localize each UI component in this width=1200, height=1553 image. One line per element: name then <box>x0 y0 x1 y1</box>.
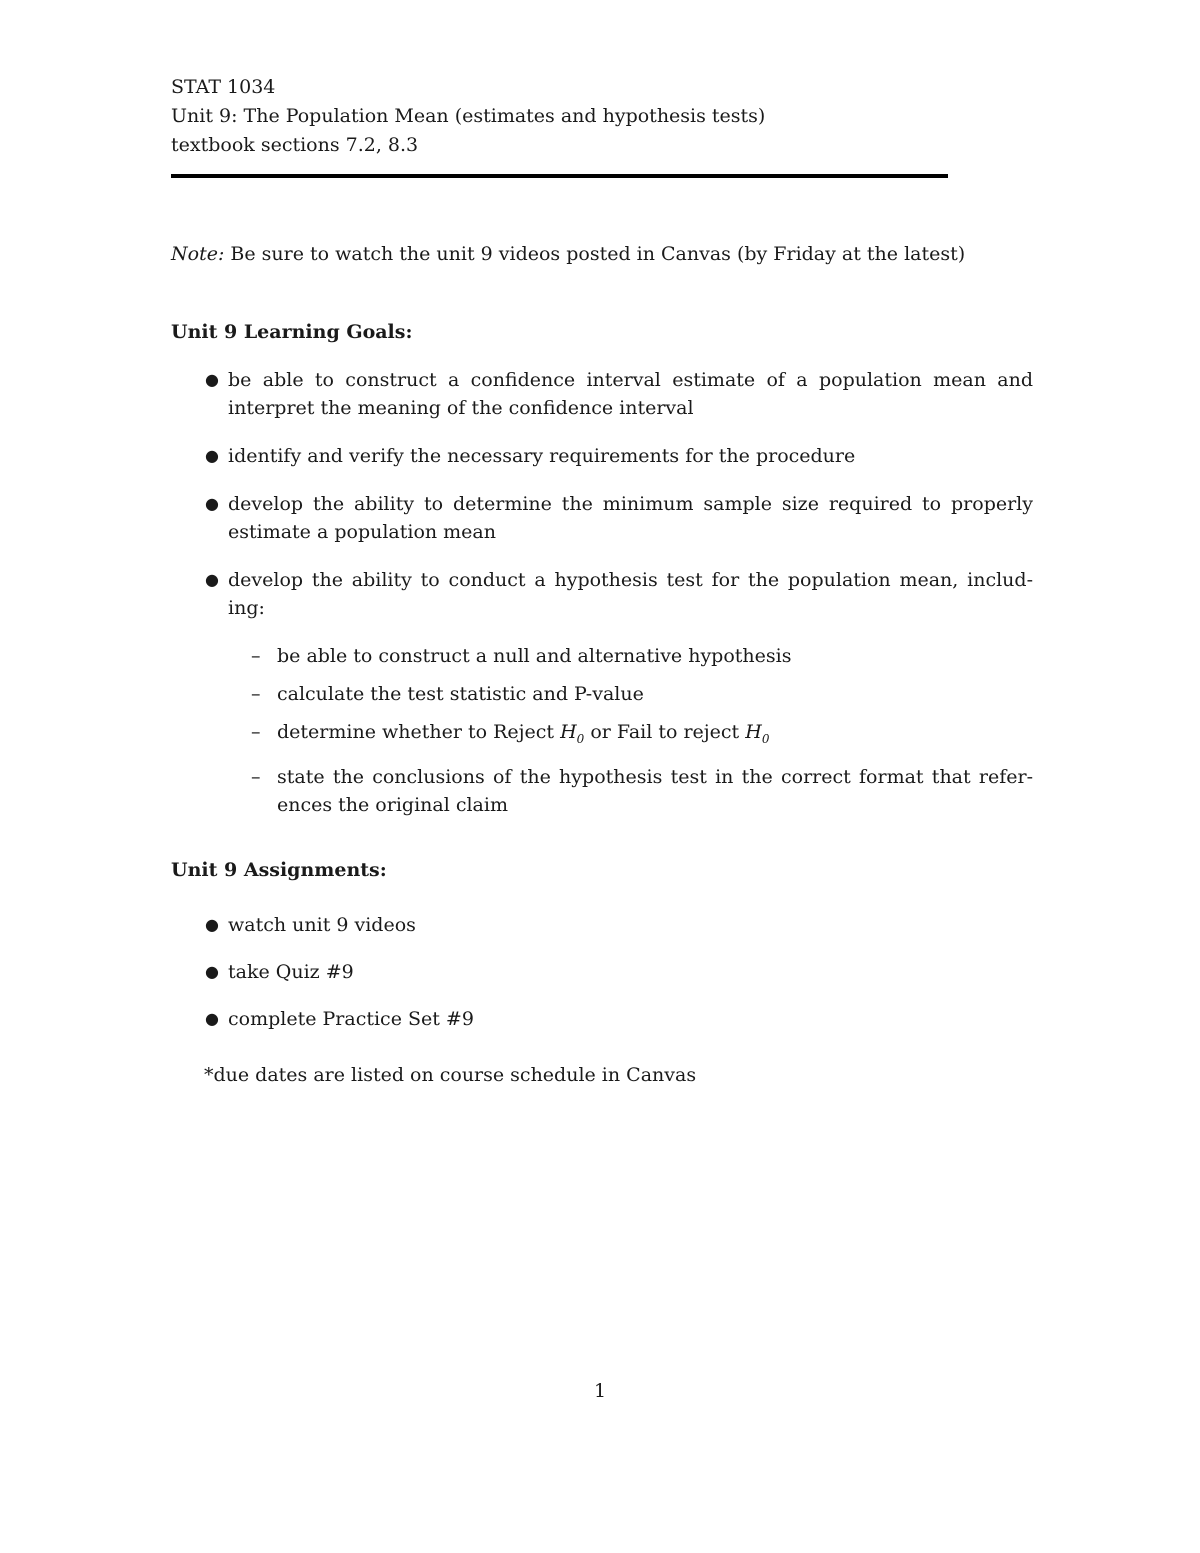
list-item: ● develop the ability to conduct a hypothesis test for the population mean, includ- ing: <box>171 566 1033 622</box>
list-item: ● take Quiz #9 <box>171 958 1033 986</box>
header-rule <box>171 174 948 178</box>
null-hypothesis-symbol: $H_0$ <box>745 721 770 746</box>
hypothesis-subitems <box>171 642 1033 819</box>
null-hypothesis-symbol: $H_0$ <box>560 721 585 746</box>
unit-title: Unit 9: The Population Mean (estimates and hypothesis tests) <box>171 105 766 127</box>
list-item: ● watch unit 9 videos <box>171 911 1033 939</box>
dash-icon: – <box>251 683 261 705</box>
dash-icon: – <box>251 765 261 788</box>
document-header <box>171 73 765 160</box>
note-text: Be sure to watch the unit 9 videos posted in Canvas (by Friday at the latest) <box>230 243 966 265</box>
bullet-icon: ● <box>205 370 219 389</box>
assignments-title: Unit 9 Assignments: <box>171 859 387 881</box>
sub-list-item: – calculate the test statistic and P-value <box>171 680 1033 708</box>
bullet-icon: ● <box>205 962 219 981</box>
learning-goals-title: Unit 9 Learning Goals: <box>171 321 413 343</box>
note-label: Note: <box>171 243 225 265</box>
sub-list-item: – be able to construct a null and alternative hypothesis <box>171 642 1033 670</box>
textbook-sections: textbook sections 7.2, 8.3 <box>171 134 419 156</box>
list-item: ● be able to construct a confidence interval estimate of a population mean and interpret the meaning of the confidence interval <box>171 366 1033 422</box>
bullet-icon: ● <box>205 494 219 513</box>
sub-list-item: – state the conclusions of the hypothesis test in the correct format that refer- ences the original claim <box>171 763 1033 819</box>
due-dates-footnote: *due dates are listed on course schedule in Canvas <box>204 1064 697 1086</box>
bullet-icon: ● <box>205 570 219 589</box>
dash-icon: – <box>251 645 261 667</box>
list-item: ● develop the ability to determine the minimum sample size required to properly estimate a population mean <box>171 490 1033 546</box>
list-item: ● complete Practice Set #9 <box>171 1005 1033 1033</box>
bullet-icon: ● <box>205 446 219 465</box>
assignments-list <box>171 911 1033 1033</box>
bullet-icon: ● <box>205 915 219 934</box>
learning-goals-list <box>171 366 1033 819</box>
sub-list-item: – determine whether to Reject $H_0$ or Fail to reject $H_0$ <box>171 718 1033 753</box>
note-paragraph <box>171 240 965 268</box>
list-item: ● identify and verify the necessary requirements for the procedure <box>171 442 1033 470</box>
page-number: 1 <box>593 1380 607 1402</box>
course-code: STAT 1034 <box>171 76 276 98</box>
bullet-icon: ● <box>205 1009 219 1028</box>
dash-icon: – <box>251 721 261 743</box>
